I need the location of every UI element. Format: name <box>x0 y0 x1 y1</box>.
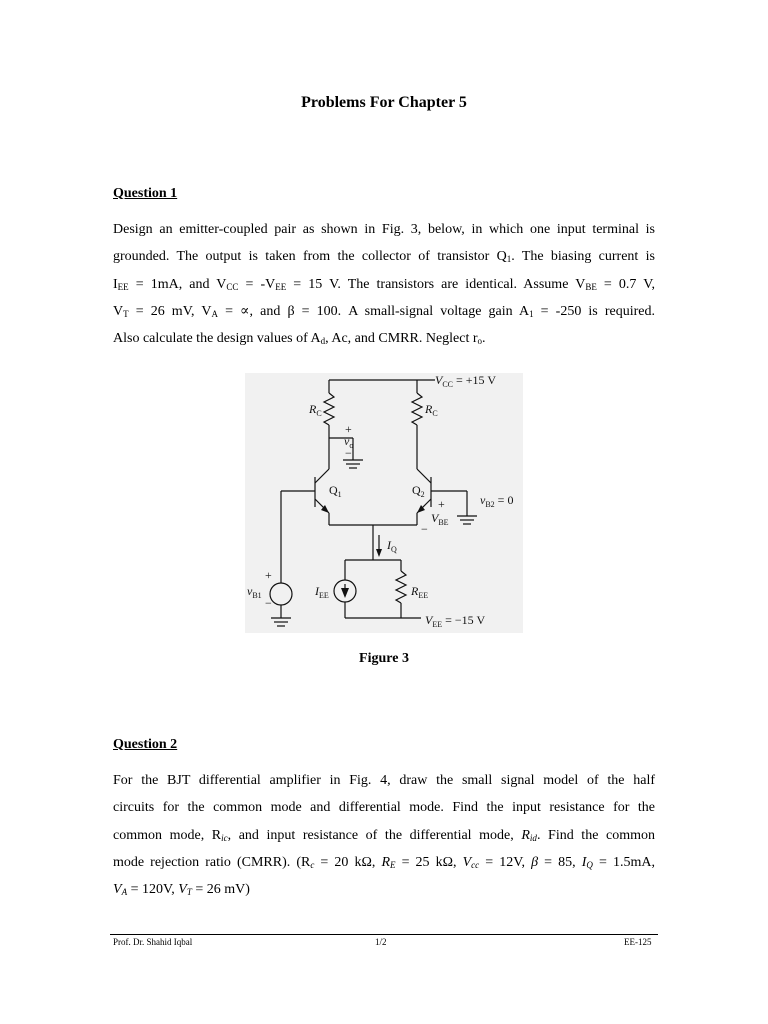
vbe-minus: − <box>421 522 428 536</box>
footer-author: Prof. Dr. Shahid Iqbal <box>113 937 193 947</box>
emitter-coupled-pair-schematic <box>245 373 523 633</box>
question-2-text <box>113 767 655 903</box>
vcc-label: $V_{CC} = +15$ V <box>435 373 496 389</box>
rc-left-label: $R_C$ <box>309 402 322 418</box>
q1-line-4: $V_T = 26$ mV, $V_A$ = ∝, and β = 100. A small-signal voltage gain $A_1 = -250$ is required. <box>113 303 655 319</box>
q2-line-2: circuits for the common mode and differential mode. Find the input resistance for the <box>113 800 655 816</box>
vbe-plus: + <box>438 497 445 511</box>
vbe-label: $V_{BE}$ <box>431 511 449 527</box>
question-1-heading: Question 1 <box>113 186 178 201</box>
vb1-label: $v_{B1}$ <box>247 584 262 600</box>
q2-line-1: For the BJT differential amplifier in Fig. 4, draw the small signal model of the half <box>113 773 655 788</box>
vb1-plus: + <box>265 568 272 582</box>
iq-label: $I_Q$ <box>387 538 397 554</box>
question-2-heading: Question 2 <box>113 737 178 752</box>
figure-caption: Figure 3 <box>359 651 409 666</box>
vb2-label: $v_{B2} = 0$ <box>480 493 514 509</box>
q2-line-4: mode rejection ratio (CMRR). ($R_c = 20$ kΩ, $R_E = 25$ kΩ, $V_{cc} = 12V$, β = 85, $I_Q = 1.5mA$, <box>113 854 655 870</box>
q2-line-5: $V_A = 120V$, $V_T = 26$ mV) <box>113 882 250 898</box>
iee-label: $I_{EE}$ <box>315 584 329 600</box>
footer-page-number: 1/2 <box>375 937 387 947</box>
q1-line-3: $I_{EE} = 1mA$, and $V_{CC} = -V_{EE} = 15$ V. The transistors are identical. Assume $V_{BE} = 0.7$ V, <box>113 276 656 292</box>
q1-line-2: grounded. The output is taken from the collector of transistor $Q_1$. The biasing current is <box>113 249 655 265</box>
vo-minus: − <box>345 446 352 460</box>
vb1-minus: − <box>265 596 272 610</box>
vo-plus: + <box>345 422 352 436</box>
ree-label: $R_{EE}$ <box>411 584 429 600</box>
question-1-text <box>113 216 655 352</box>
q2-line-3: common mode, $R_{ic}$, and input resistance of the differential mode, $R_{id}$. Find the common <box>113 827 655 843</box>
vo-label: $v_o$ <box>344 434 354 450</box>
q1-label: $Q_1$ <box>329 483 342 499</box>
footer-course-code: EE-125 <box>624 937 652 947</box>
vee-label: $V_{EE} = -15$ V <box>425 613 486 629</box>
circuit-figure-3 <box>245 373 523 633</box>
q1-line-5: Also calculate the design values of $A_d$, Ac, and CMRR. Neglect $r_o$. <box>113 331 486 347</box>
q2-label: $Q_2$ <box>412 483 425 499</box>
page-title: Problems For Chapter 5 <box>301 94 467 111</box>
rc-right-label: $R_C$ <box>425 402 438 418</box>
footer-rule <box>110 934 658 935</box>
q1-line-1: Design an emitter-coupled pair as shown in Fig. 3, below, in which one input terminal is <box>113 222 655 237</box>
